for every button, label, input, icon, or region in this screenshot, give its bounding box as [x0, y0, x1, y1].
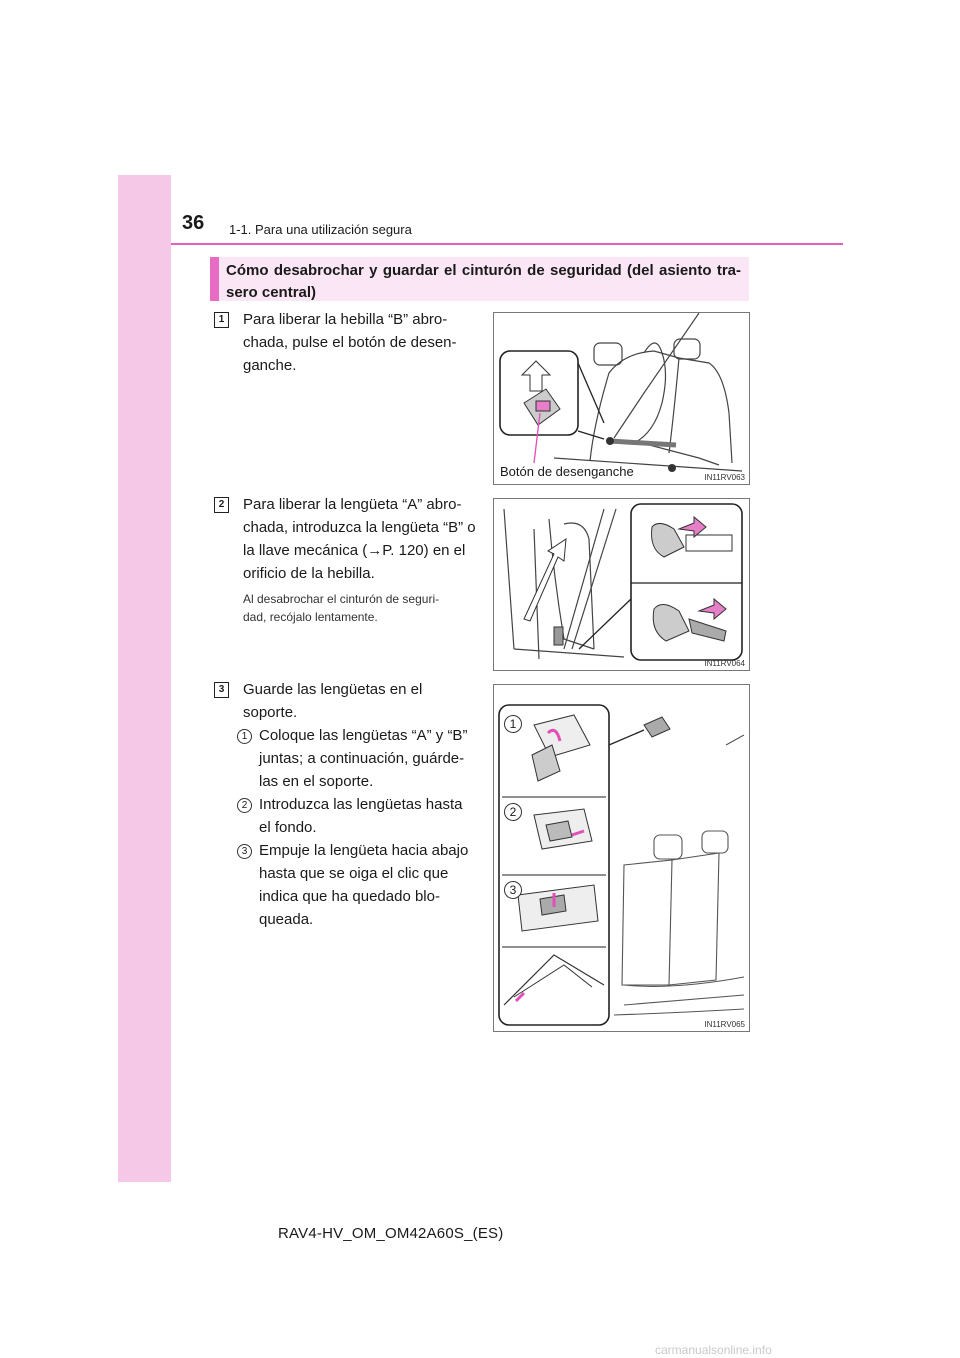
step-number-2: 2 — [214, 497, 229, 513]
figure-code: IN11RV065 — [704, 1020, 745, 1029]
substep-line: el fondo. — [259, 819, 317, 836]
running-head: 1-1. Para una utilización segura — [229, 222, 412, 237]
section-title: Cómo desabrochar y guardar el cinturón de seguridad (del asiento tra- sero central) — [226, 262, 741, 301]
figure-label: Botón de desenganche — [500, 464, 634, 479]
watermark[interactable]: carmanualsonline.info — [655, 1343, 772, 1357]
note-line: Al desabrochar el cinturón de seguri- — [243, 592, 440, 606]
substep-line: indica que ha quedado blo- — [259, 888, 440, 905]
substep-2-text — [259, 793, 479, 839]
substep-line: las en el soporte. — [259, 773, 374, 790]
substep-3-text — [259, 839, 479, 931]
step-1-line: Para liberar la hebilla “B” abro- — [243, 311, 448, 328]
step-1-line: chada, pulse el botón de desen- — [243, 334, 457, 351]
step-2-text — [243, 493, 479, 585]
seat-belt-tongue-illustration — [494, 499, 749, 670]
section-accent-bar — [210, 257, 219, 301]
figure-callout-2: 2 — [504, 803, 522, 821]
figure-callout-1: 1 — [504, 715, 522, 733]
substep-1-text — [259, 724, 479, 793]
substep-line: hasta que se oiga el clic que — [259, 865, 449, 882]
substep-line: Introduzca las lengüetas hasta — [259, 796, 463, 813]
step-2-line: orificio de la hebilla. — [243, 565, 375, 582]
figure-code: IN11RV064 — [704, 659, 745, 668]
substep-number-2: 2 — [237, 798, 252, 813]
figure-stow-tongues — [493, 684, 750, 1032]
figure-code: IN11RV063 — [704, 473, 745, 482]
substep-line: queada. — [259, 911, 314, 928]
step-2-line: chada, introduzca la lengüeta “B” o — [243, 519, 476, 536]
step-3-text — [243, 678, 479, 724]
page-number: 36 — [182, 212, 205, 234]
step-number-1: 1 — [214, 312, 229, 328]
step-number-3: 3 — [214, 682, 229, 698]
chapter-sidebar-tab — [118, 175, 171, 1182]
step-3-line: Guarde las lengüetas en el — [243, 681, 423, 698]
figure-release-button — [493, 312, 750, 485]
header-rule — [171, 243, 843, 245]
footer-doc-code: RAV4-HV_OM_OM42A60S_(ES) — [278, 1225, 504, 1242]
step-1-line: ganche. — [243, 357, 297, 374]
substep-number-1: 1 — [237, 729, 252, 744]
figure-release-tongue — [493, 498, 750, 671]
substep-line: Coloque las lengüetas “A” y “B” — [259, 727, 468, 744]
figure-callout-3: 3 — [504, 881, 522, 899]
substep-number-3: 3 — [237, 844, 252, 859]
tongue-holder-illustration — [494, 685, 749, 1031]
substep-line: juntas; a continuación, guárde- — [259, 750, 465, 767]
seat-belt-buckle-illustration — [494, 313, 749, 484]
substep-line: Empuje la lengüeta hacia abajo — [259, 842, 469, 859]
step-2-note — [243, 590, 479, 626]
step-2-line: Para liberar la lengüeta “A” abro- — [243, 496, 462, 513]
note-line: dad, recójalo lentamente. — [243, 610, 378, 624]
step-3-line: soporte. — [243, 704, 298, 721]
step-1-text — [243, 308, 479, 377]
step-2-line: la llave mecánica (→P. 120) en el — [243, 542, 466, 559]
